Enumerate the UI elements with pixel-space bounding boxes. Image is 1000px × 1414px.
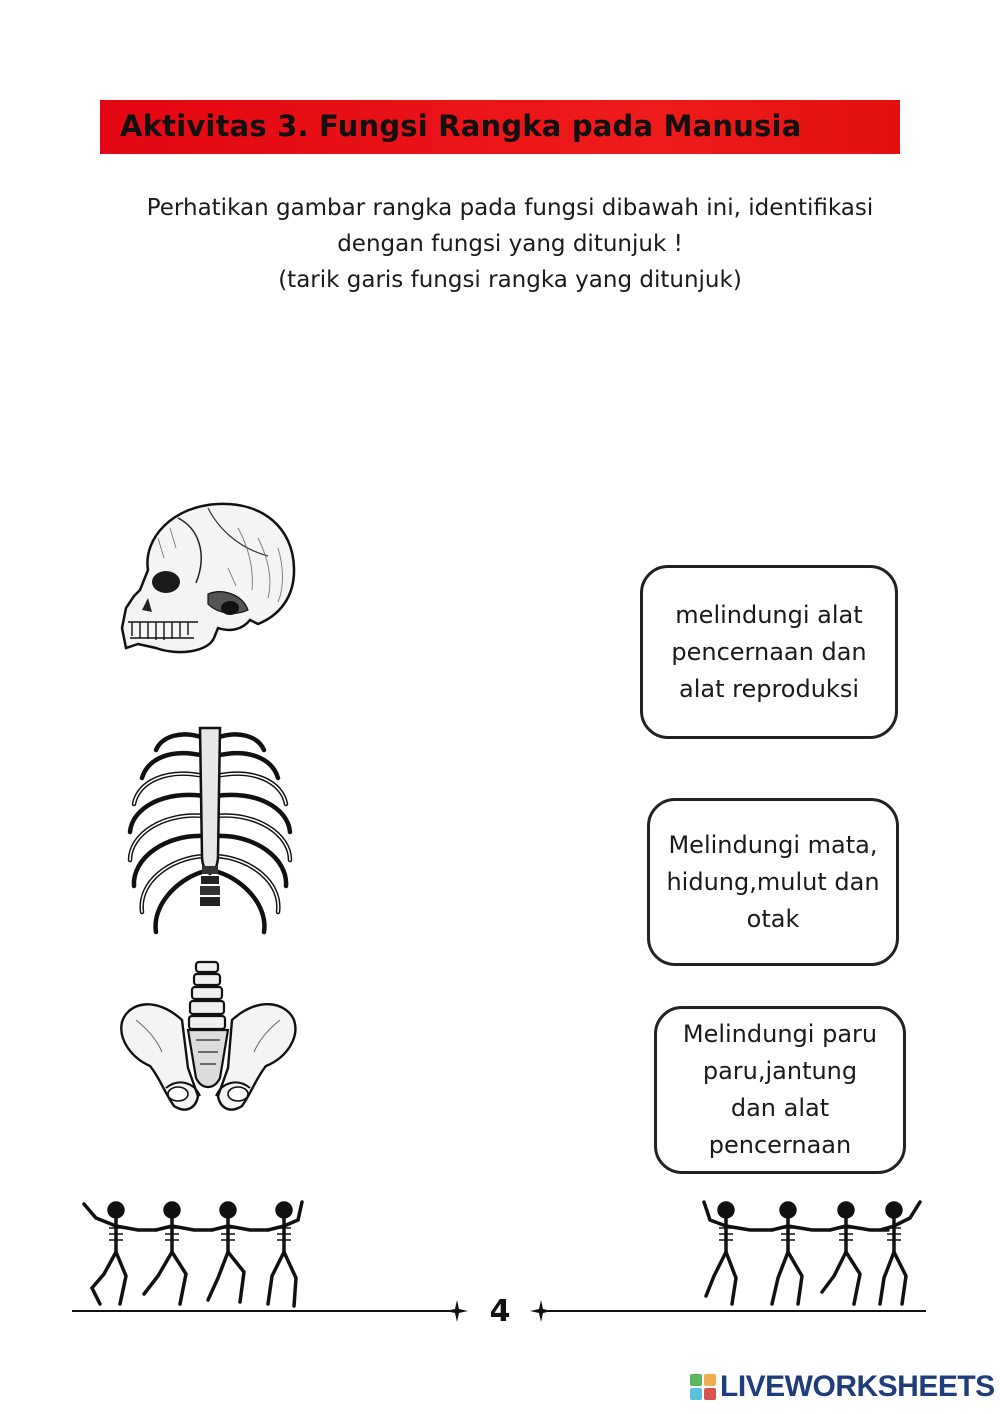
answer-text-3: Melindungi paru paru,jantung dan alat pencernaan xyxy=(682,1020,878,1159)
instruction-line-3: (tarik garis fungsi rangka yang ditunjuk) xyxy=(278,267,742,293)
pelvis-icon[interactable] xyxy=(116,958,302,1120)
skull-icon[interactable] xyxy=(118,498,298,660)
instruction-line-1: Perhatikan gambar rangka pada fungsi dibawah ini, identifikasi xyxy=(146,195,874,221)
instructions xyxy=(60,190,960,298)
page-number: 4 xyxy=(489,1294,511,1329)
title-banner xyxy=(100,100,900,154)
answer-text-2: Melindungi mata, hidung,mulut dan otak xyxy=(666,830,880,933)
answer-box-2[interactable] xyxy=(647,798,899,966)
answer-box-3[interactable] xyxy=(654,1006,906,1174)
brand-name: LIVEWORKSHEETS xyxy=(720,1370,995,1403)
answer-box-1[interactable] xyxy=(640,565,898,739)
dancing-skeletons-left-icon xyxy=(76,1196,308,1310)
liveworksheets-brand[interactable] xyxy=(690,1370,995,1404)
answer-text-1: melindungi alat pencernaan dan alat reproduksi xyxy=(671,600,867,703)
sparkle-left-icon xyxy=(446,1300,468,1322)
dancing-skeletons-right-icon xyxy=(696,1196,928,1310)
footer-line-right xyxy=(548,1310,926,1312)
liveworksheets-logo-icon xyxy=(690,1374,716,1400)
instruction-line-2: dengan fungsi yang ditunjuk ! xyxy=(337,231,683,257)
footer-line-left xyxy=(72,1310,450,1312)
ribcage-icon[interactable] xyxy=(122,716,298,942)
page-title: Aktivitas 3. Fungsi Rangka pada Manusia xyxy=(120,109,802,143)
